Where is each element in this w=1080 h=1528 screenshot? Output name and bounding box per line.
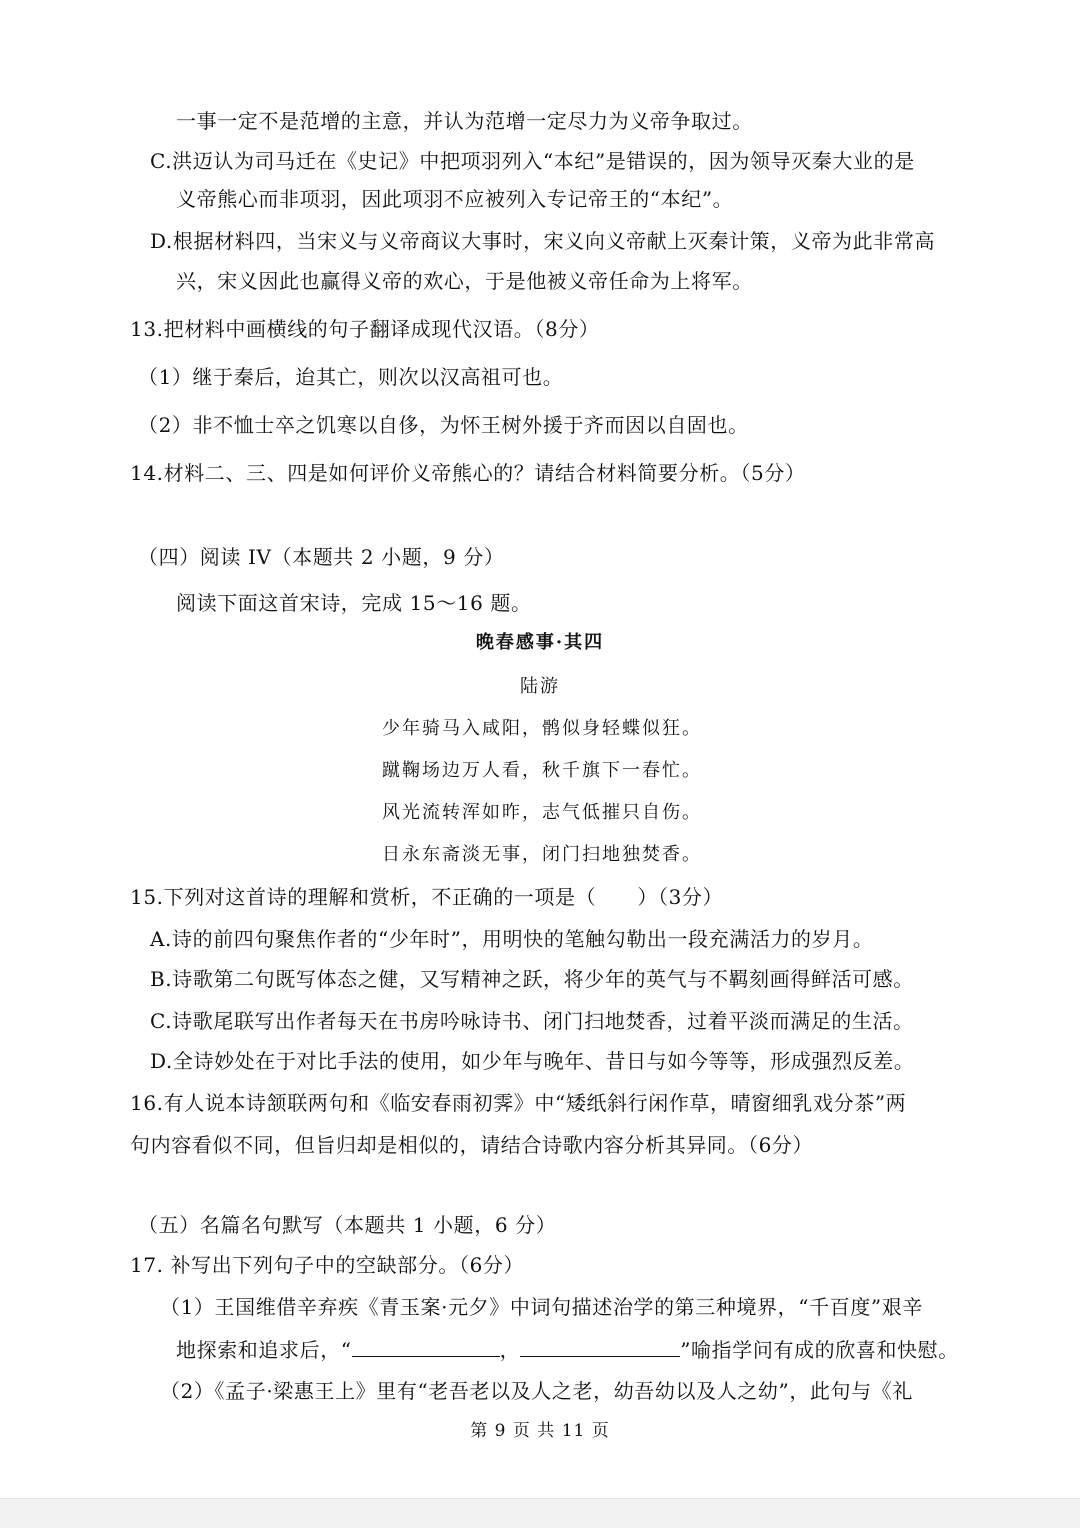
option-c-line-2: 义帝熊心而非项羽，因此项羽不应被列入专记帝王的“本纪”。 xyxy=(176,187,734,211)
poem-line-3: 风光流转浑如昨，志气低摧只自伤。 xyxy=(382,802,702,823)
question-15-option-c: C.诗歌尾联写出作者每天在书房吟咏诗书、闭门扫地焚香，过着平淡而满足的生活。 xyxy=(150,1009,914,1033)
fill-in-separator: ， xyxy=(499,1338,521,1362)
question-13: 13.把材料中画横线的句子翻译成现代汉语。（8分） xyxy=(130,317,600,341)
question-16-line-2: 句内容看似不同，但旨归却是相似的，请结合诗歌内容分析其异同。（6分） xyxy=(130,1133,814,1157)
section-5-heading: （五）名篇名句默写（本题共 1 小题，6 分） xyxy=(138,1213,557,1237)
fill-in-tail-text: ”喻指学问有成的欣喜和快慰。 xyxy=(680,1338,959,1362)
poem-title: 晚春感事·其四 xyxy=(475,632,605,653)
option-d-line-2: 兴，宋义因此也赢得义帝的欢心，于是他被义帝任命为上将军。 xyxy=(176,269,753,293)
question-15: 15.下列对这首诗的理解和赏析，不正确的一项是（ ）（3分） xyxy=(130,885,724,909)
option-b-continuation: 一事一定不是范增的主意，并认为范增一定尽力为义帝争取过。 xyxy=(176,109,753,133)
fill-in-blank-2[interactable] xyxy=(520,1336,680,1357)
option-c-line-1: C.洪迈认为司马迁在《史记》中把项羽列入“本纪”是错误的，因为领导灭秦大业的是 xyxy=(150,149,915,173)
question-17: 17. 补写出下列句子中的空缺部分。（6分） xyxy=(130,1253,525,1277)
question-15-option-b: B.诗歌第二句既写体态之健，又写精神之跃，将少年的英气与不羁刻画得鲜活可感。 xyxy=(150,967,914,991)
question-17-part-1-line-1: （1）王国维借辛弃疾《青玉案·元夕》中词句描述治学的第三种境界，“千百度”艰辛 xyxy=(160,1295,923,1319)
poem-line-1: 少年骑马入咸阳，鹘似身轻蝶似狂。 xyxy=(382,718,702,739)
question-13-part-2: （2）非不恤士卒之饥寒以自侈，为怀王树外援于齐而因以自固也。 xyxy=(138,413,749,437)
question-13-part-1: （1）继于秦后，迨其亡，则次以汉高祖可也。 xyxy=(138,365,564,389)
question-15-option-d: D.全诗妙处在于对比手法的使用，如少年与晚年、昔日与如今等等，形成强烈反差。 xyxy=(150,1049,915,1073)
poem-line-4: 日永东斋淡无事，闭门扫地独焚香。 xyxy=(382,844,702,865)
section-4-heading: （四）阅读 IV（本题共 2 小题，9 分） xyxy=(138,545,505,569)
poem-line-2: 蹴鞠场边万人看，秋千旗下一春忙。 xyxy=(382,760,702,781)
fill-in-lead-text: 地探索和追求后，“ xyxy=(176,1338,352,1362)
option-d-line-1: D.根据材料四，当宋义与义帝商议大事时，宋义向义帝献上灭秦计策，义帝为此非常高 xyxy=(150,229,936,253)
question-15-option-a: A.诗的前四句聚焦作者的“少年时”，用明快的笔触勾勒出一段充满活力的岁月。 xyxy=(150,927,874,951)
section-4-intro: 阅读下面这首宋诗，完成 15～16 题。 xyxy=(176,591,532,615)
question-17-part-1-line-2 xyxy=(176,1336,959,1363)
viewer-bottom-band xyxy=(0,1498,1080,1528)
question-16-line-1: 16.有人说本诗颔联两句和《临安春雨初霁》中“矮纸斜行闲作草，晴窗细乳戏分茶”两 xyxy=(130,1091,907,1115)
poem-author: 陆游 xyxy=(520,676,560,697)
page-number: 第 9 页 共 11 页 xyxy=(470,1421,610,1441)
question-17-part-2: （2）《孟子·梁惠王上》里有“老吾老以及人之老，幼吾幼以及人之幼”，此句与《礼 xyxy=(160,1379,913,1403)
question-14: 14.材料二、三、四是如何评价义帝熊心的？请结合材料简要分析。（5分） xyxy=(130,461,806,485)
fill-in-blank-1[interactable] xyxy=(352,1336,500,1357)
